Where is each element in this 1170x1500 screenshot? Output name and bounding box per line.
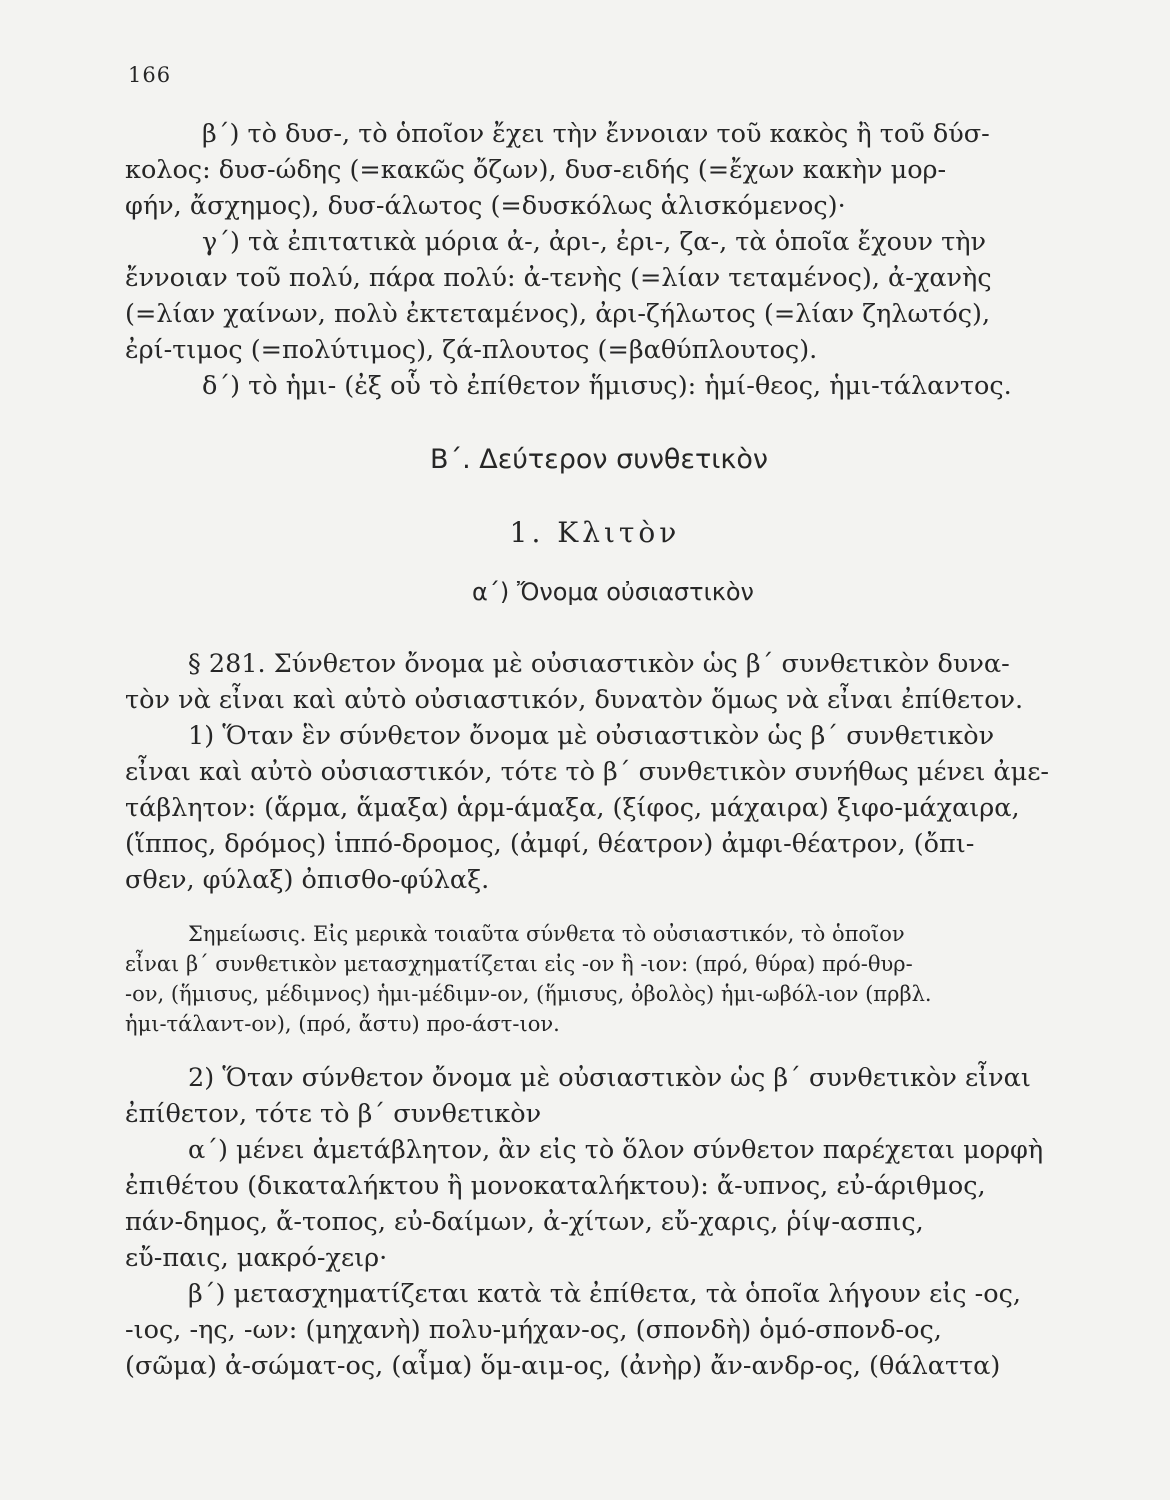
text-line: σθεν, φύλαξ) ὀπισθο-φύλαξ.	[125, 865, 490, 895]
text-line: ἔννοιαν τοῦ πολύ, πάρα πολύ: ἀ-τενὴς (=λίαν τεταμένος), ἀ-χανὴς	[125, 263, 992, 293]
text-line: β΄) μετασχηματίζεται κατὰ τὰ ἐπίθετα, τὰ ὁποῖα λήγουν εἰς -ος,	[188, 1279, 1022, 1309]
text-line: γ΄) τὰ ἐπιτατικὰ μόρια ἀ-, ἀρι-, ἐρι-, ζα-, τὰ ὁποῖα ἔχουν τὴν	[202, 227, 987, 257]
subsection-heading: α΄) Ὄνομα οὐσιαστικὸν	[472, 578, 754, 606]
section-heading: 1. Κλιτὸν	[509, 516, 681, 549]
text-line: § 281. Σύνθετον ὄνομα μὲ οὐσιαστικὸν ὡς β΄ συνθετικὸν δυνα-	[188, 649, 1010, 679]
text-line: ἐπίθετον, τότε τὸ β΄ συνθετικὸν	[125, 1099, 542, 1129]
page-number: 166	[128, 63, 172, 87]
text-line: α΄) μένει ἀμετάβλητον, ἂν εἰς τὸ ὅλον σύνθετον παρέχεται μορφὴ	[188, 1135, 1044, 1165]
text-line: τάβλητον: (ἅρμα, ἅμαξα) ἁρμ-άμαξα, (ξίφος, μάχαιρα) ξιφο-μάχαιρα,	[125, 793, 1020, 823]
text-line: β΄) τὸ δυσ-, τὸ ὁποῖον ἔχει τὴν ἔννοιαν τοῦ κακὸς ἢ τοῦ δύσ-	[202, 119, 990, 149]
text-line: ἐρί-τιμος (=πολύτιμος), ζά-πλουτος (=βαθύπλουτος).	[125, 335, 818, 365]
note-line: εἶναι β΄ συνθετικὸν μετασχηματίζεται εἰς -ον ἢ -ιον: (πρό, θύρα) πρό-θυρ-	[125, 952, 913, 976]
text-line: (=λίαν χαίνων, πολὺ ἐκτεταμένος), ἀρι-ζήλωτος (=λίαν ζηλωτός),	[125, 299, 991, 329]
text-line: κολος: δυσ-ώδης (=κακῶς ὄζων), δυσ-ειδής (=ἔχων κακὴν μορ-	[125, 155, 947, 185]
text-line: 1) Ὅταν ἓν σύνθετον ὄνομα μὲ οὐσιαστικὸν ὡς β΄ συνθετικὸν	[188, 721, 995, 751]
text-line: εἶναι καὶ αὐτὸ οὐσιαστικόν, τότε τὸ β΄ συνθετικὸν συνήθως μένει ἀμε-	[125, 757, 1050, 787]
note-line: -ον, (ἥμισυς, μέδιμνος) ἡμι-μέδιμν-ον, (ἥμισυς, ὀβολὸς) ἡμι-ωβόλ-ιον (πρβλ.	[125, 982, 932, 1006]
note-line: Σημείωσις. Εἰς μερικὰ τοιαῦτα σύνθετα τὸ οὐσιαστικόν, τὸ ὁποῖον	[188, 922, 905, 946]
text-line: πάν-δημος, ἄ-τοπος, εὐ-δαίμων, ἀ-χίτων, εὔ-χαρις, ῥίψ-ασπις,	[125, 1207, 924, 1237]
text-line: 2) Ὅταν σύνθετον ὄνομα μὲ οὐσιαστικὸν ὡς β΄ συνθετικὸν εἶναι	[188, 1063, 1031, 1093]
text-line: τὸν νὰ εἶναι καὶ αὐτὸ οὐσιαστικόν, δυνατὸν ὅμως νὰ εἶναι ἐπίθετον.	[125, 685, 1024, 715]
text-line: δ΄) τὸ ἡμι- (ἐξ οὗ τὸ ἐπίθετον ἥμισυς): ἡμί-θεος, ἡμι-τάλαντος.	[202, 371, 1012, 401]
note-line: ἡμι-τάλαντ-ον), (πρό, ἄστυ) προ-άστ-ιον.	[125, 1012, 560, 1036]
text-line: ἐπιθέτου (δικαταλήκτου ἢ μονοκαταλήκτου): ἄ-υπνος, εὐ-άριθμος,	[125, 1171, 986, 1201]
text-line: (σῶμα) ἀ-σώματ-ος, (αἷμα) ὅμ-αιμ-ος, (ἀνὴρ) ἄν-ανδρ-ος, (θάλαττα)	[125, 1351, 1001, 1381]
text-line: -ιος, -ης, -ων: (μηχανὴ) πολυ-μήχαν-ος, (σπονδὴ) ὁμό-σπονδ-ος,	[125, 1315, 942, 1345]
text-line: εὔ-παις, μακρό-χειρ·	[125, 1243, 388, 1273]
text-line: φήν, ἄσχημος), δυσ-άλωτος (=δυσκόλως ἁλισκόμενος)·	[125, 191, 846, 221]
part-heading: Β΄. Δεύτερον συνθετικὸν	[430, 444, 768, 475]
text-line: (ἵππος, δρόμος) ἱππό-δρομος, (ἀμφί, θέατρον) ἀμφι-θέατρον, (ὄπι-	[125, 829, 975, 859]
